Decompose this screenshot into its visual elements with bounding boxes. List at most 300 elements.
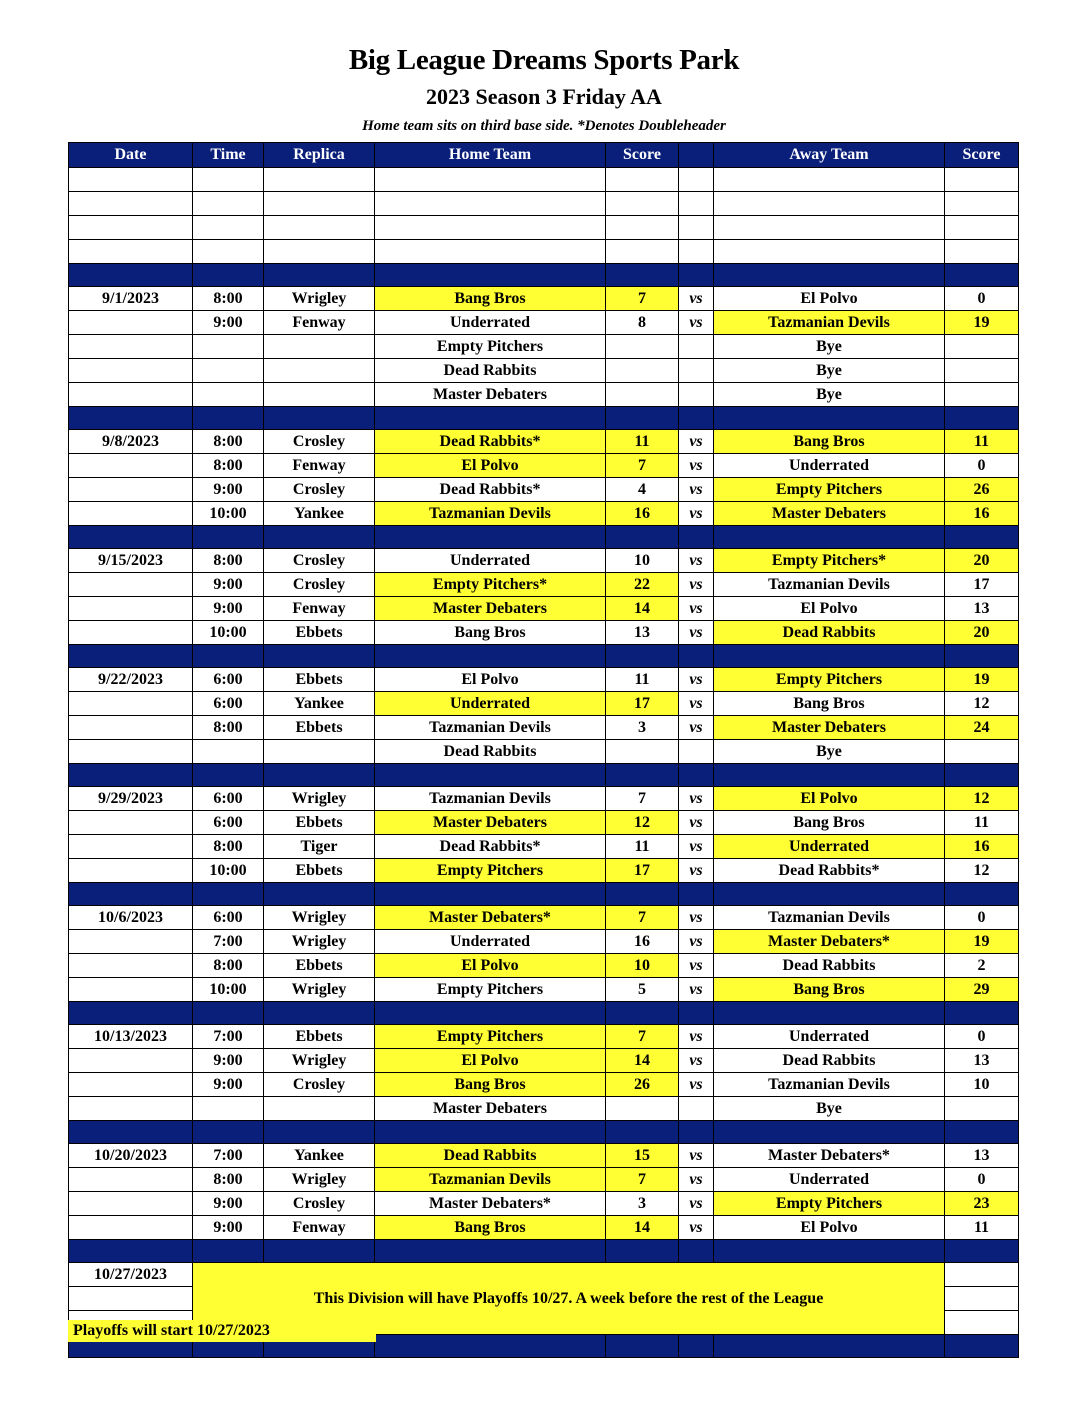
date-cell: [69, 692, 193, 716]
field-cell: Wrigley: [264, 906, 375, 930]
field-cell: Yankee: [264, 692, 375, 716]
field-cell: [264, 740, 375, 764]
vs-cell: vs: [679, 454, 714, 478]
separator-cell: [193, 1002, 264, 1025]
empty-cell: [375, 168, 606, 192]
home-team-cell: Underrated: [375, 311, 606, 335]
empty-cell: [69, 216, 193, 240]
separator-cell: [945, 883, 1019, 906]
vs-cell: vs: [679, 1049, 714, 1073]
field-cell: Wrigley: [264, 787, 375, 811]
separator-cell: [714, 407, 945, 430]
field-cell: Fenway: [264, 311, 375, 335]
date-cell: [69, 502, 193, 526]
field-cell: Crosley: [264, 430, 375, 454]
col-home-score: Score: [606, 143, 679, 168]
away-team-cell: Tazmanian Devils: [714, 311, 945, 335]
home-score-cell: 14: [606, 1049, 679, 1073]
separator-cell: [606, 407, 679, 430]
col-away-score: Score: [945, 143, 1019, 168]
field-cell: [264, 1097, 375, 1121]
home-score-cell: 17: [606, 859, 679, 883]
home-score-cell: 7: [606, 287, 679, 311]
field-cell: Wrigley: [264, 930, 375, 954]
home-score-cell: [606, 383, 679, 407]
date-cell: [69, 383, 193, 407]
field-cell: Ebbets: [264, 1025, 375, 1049]
separator-cell: [714, 764, 945, 787]
vs-cell: [679, 740, 714, 764]
away-score-cell: [945, 1287, 1019, 1311]
date-cell: 10/13/2023: [69, 1025, 193, 1049]
home-team-cell: Master Debaters: [375, 383, 606, 407]
vs-cell: [679, 383, 714, 407]
empty-cell: [193, 168, 264, 192]
away-team-cell: Bang Bros: [714, 692, 945, 716]
away-score-cell: 12: [945, 859, 1019, 883]
date-cell: [69, 740, 193, 764]
bye-row: [69, 383, 1019, 407]
separator-cell: [679, 1121, 714, 1144]
date-cell: [69, 1097, 193, 1121]
away-team-cell: Master Debaters*: [714, 930, 945, 954]
date-cell: [69, 1049, 193, 1073]
time-cell: 9:00: [193, 1216, 264, 1240]
home-team-cell: Dead Rabbits: [375, 1144, 606, 1168]
home-team-cell: Bang Bros: [375, 287, 606, 311]
field-cell: Wrigley: [264, 287, 375, 311]
empty-cell: [945, 168, 1019, 192]
field-cell: Fenway: [264, 454, 375, 478]
bye-row: [69, 359, 1019, 383]
time-cell: 7:00: [193, 1025, 264, 1049]
game-row: [69, 692, 1019, 716]
home-score-cell: 12: [606, 811, 679, 835]
separator-cell: [679, 645, 714, 668]
separator-cell: [264, 764, 375, 787]
date-cell: [69, 716, 193, 740]
time-cell: 6:00: [193, 668, 264, 692]
separator-cell: [714, 1335, 945, 1358]
home-team-cell: El Polvo: [375, 454, 606, 478]
date-cell: [69, 811, 193, 835]
separator-cell: [606, 1002, 679, 1025]
game-row: [69, 811, 1019, 835]
vs-cell: vs: [679, 811, 714, 835]
empty-cell: [714, 216, 945, 240]
empty-cell: [606, 216, 679, 240]
field-cell: Wrigley: [264, 1049, 375, 1073]
separator-cell: [679, 407, 714, 430]
home-score-cell: [606, 1097, 679, 1121]
empty-cell: [606, 192, 679, 216]
away-team-cell: Bang Bros: [714, 811, 945, 835]
week-separator: [69, 645, 1019, 668]
separator-cell: [375, 645, 606, 668]
home-team-cell: Tazmanian Devils: [375, 1168, 606, 1192]
empty-cell: [375, 192, 606, 216]
date-cell: [69, 621, 193, 645]
week-separator: [69, 1121, 1019, 1144]
date-cell: 10/6/2023: [69, 906, 193, 930]
time-cell: 8:00: [193, 1168, 264, 1192]
home-team-cell: Dead Rabbits*: [375, 835, 606, 859]
vs-cell: vs: [679, 1025, 714, 1049]
bye-row: [69, 335, 1019, 359]
home-score-cell: 16: [606, 502, 679, 526]
away-team-cell: El Polvo: [714, 287, 945, 311]
home-team-cell: Master Debaters*: [375, 906, 606, 930]
empty-cell: [69, 168, 193, 192]
field-cell: Wrigley: [264, 978, 375, 1002]
home-team-cell: El Polvo: [375, 668, 606, 692]
field-cell: [264, 359, 375, 383]
game-row: [69, 1216, 1019, 1240]
home-team-cell: Underrated: [375, 549, 606, 573]
separator-cell: [679, 1335, 714, 1358]
away-team-cell: Bang Bros: [714, 430, 945, 454]
away-team-cell: Dead Rabbits*: [714, 859, 945, 883]
away-team-cell: Dead Rabbits: [714, 621, 945, 645]
separator-cell: [69, 764, 193, 787]
time-cell: [193, 335, 264, 359]
vs-cell: vs: [679, 835, 714, 859]
away-score-cell: 0: [945, 287, 1019, 311]
field-cell: Crosley: [264, 1192, 375, 1216]
home-score-cell: 10: [606, 954, 679, 978]
separator-cell: [606, 883, 679, 906]
empty-cell: [264, 240, 375, 264]
empty-cell: [714, 240, 945, 264]
game-row: [69, 287, 1019, 311]
home-team-cell: Master Debaters: [375, 597, 606, 621]
home-team-cell: Dead Rabbits: [375, 359, 606, 383]
time-cell: 9:00: [193, 1192, 264, 1216]
vs-cell: vs: [679, 692, 714, 716]
home-team-cell: Empty Pitchers: [375, 335, 606, 359]
time-cell: 6:00: [193, 811, 264, 835]
page-subtitle: 2023 Season 3 Friday AA: [426, 84, 662, 109]
vs-cell: vs: [679, 478, 714, 502]
home-team-cell: Underrated: [375, 930, 606, 954]
home-score-cell: 13: [606, 621, 679, 645]
vs-cell: [679, 335, 714, 359]
game-row: [69, 597, 1019, 621]
time-cell: 9:00: [193, 1049, 264, 1073]
home-score-cell: 7: [606, 454, 679, 478]
separator-cell: [264, 526, 375, 549]
home-team-cell: Dead Rabbits: [375, 740, 606, 764]
week-separator: [69, 764, 1019, 787]
away-score-cell: 16: [945, 502, 1019, 526]
separator-cell: [679, 526, 714, 549]
away-team-cell: Empty Pitchers: [714, 478, 945, 502]
vs-cell: vs: [679, 573, 714, 597]
field-cell: Ebbets: [264, 668, 375, 692]
game-row: [69, 906, 1019, 930]
date-cell: [69, 1168, 193, 1192]
away-score-cell: 13: [945, 1049, 1019, 1073]
vs-cell: vs: [679, 430, 714, 454]
col-home-team: Home Team: [375, 143, 606, 168]
away-team-cell: Bang Bros: [714, 978, 945, 1002]
home-score-cell: 7: [606, 1168, 679, 1192]
empty-cell: [679, 192, 714, 216]
time-cell: 10:00: [193, 978, 264, 1002]
away-team-cell: Bye: [714, 359, 945, 383]
separator-cell: [945, 1240, 1019, 1263]
empty-row: [69, 240, 1019, 264]
vs-cell: vs: [679, 621, 714, 645]
separator-cell: [679, 264, 714, 287]
vs-cell: vs: [679, 311, 714, 335]
home-team-cell: Tazmanian Devils: [375, 787, 606, 811]
date-cell: [69, 859, 193, 883]
time-cell: [193, 359, 264, 383]
home-team-cell: Tazmanian Devils: [375, 716, 606, 740]
date-cell: [69, 978, 193, 1002]
away-team-cell: Tazmanian Devils: [714, 573, 945, 597]
date-cell: [69, 1073, 193, 1097]
home-team-cell: Bang Bros: [375, 1073, 606, 1097]
page-title: Big League Dreams Sports Park: [348, 44, 740, 76]
week-separator: [69, 526, 1019, 549]
empty-cell: [69, 240, 193, 264]
playoffs-start-note: Playoffs will start 10/27/2023: [68, 1320, 376, 1342]
time-cell: 6:00: [193, 692, 264, 716]
separator-cell: [69, 1002, 193, 1025]
time-cell: 8:00: [193, 454, 264, 478]
playoffs-message: This Division will have Playoffs 10/27. A week before the rest of the League: [193, 1263, 945, 1335]
home-score-cell: 11: [606, 430, 679, 454]
home-score-cell: 4: [606, 478, 679, 502]
home-team-cell: Tazmanian Devils: [375, 502, 606, 526]
separator-cell: [69, 1240, 193, 1263]
time-cell: 8:00: [193, 716, 264, 740]
separator-cell: [193, 1121, 264, 1144]
away-team-cell: Underrated: [714, 1025, 945, 1049]
game-row: [69, 1192, 1019, 1216]
away-score-cell: [945, 740, 1019, 764]
away-score-cell: [945, 1097, 1019, 1121]
game-row: [69, 954, 1019, 978]
away-team-cell: Bye: [714, 1097, 945, 1121]
home-score-cell: 14: [606, 1216, 679, 1240]
separator-cell: [606, 645, 679, 668]
time-cell: 8:00: [193, 430, 264, 454]
col-time: Time: [193, 143, 264, 168]
week-separator: [69, 1240, 1019, 1263]
separator-cell: [679, 1002, 714, 1025]
home-team-cell: El Polvo: [375, 954, 606, 978]
separator-cell: [375, 526, 606, 549]
home-score-cell: 5: [606, 978, 679, 1002]
vs-cell: vs: [679, 787, 714, 811]
time-cell: 9:00: [193, 478, 264, 502]
away-score-cell: [945, 383, 1019, 407]
time-cell: 9:00: [193, 573, 264, 597]
away-team-cell: Underrated: [714, 454, 945, 478]
away-team-cell: Dead Rabbits: [714, 1049, 945, 1073]
separator-cell: [375, 407, 606, 430]
vs-cell: vs: [679, 1144, 714, 1168]
away-score-cell: 11: [945, 1216, 1019, 1240]
separator-cell: [945, 407, 1019, 430]
vs-cell: vs: [679, 1168, 714, 1192]
empty-cell: [193, 192, 264, 216]
home-score-cell: 11: [606, 835, 679, 859]
vs-cell: [679, 1097, 714, 1121]
separator-cell: [606, 1121, 679, 1144]
time-cell: [193, 740, 264, 764]
away-score-cell: 0: [945, 454, 1019, 478]
separator-cell: [375, 264, 606, 287]
game-row: [69, 716, 1019, 740]
game-row: [69, 859, 1019, 883]
game-row: [69, 549, 1019, 573]
separator-cell: [679, 1240, 714, 1263]
away-score-cell: [945, 1263, 1019, 1287]
away-score-cell: 20: [945, 621, 1019, 645]
empty-cell: [264, 216, 375, 240]
date-cell: [69, 573, 193, 597]
time-cell: 6:00: [193, 787, 264, 811]
home-score-cell: 17: [606, 692, 679, 716]
home-team-cell: Bang Bros: [375, 1216, 606, 1240]
vs-cell: vs: [679, 1073, 714, 1097]
field-cell: Ebbets: [264, 859, 375, 883]
time-cell: 9:00: [193, 1073, 264, 1097]
game-row: [69, 1073, 1019, 1097]
separator-cell: [606, 1240, 679, 1263]
date-cell: 9/22/2023: [69, 668, 193, 692]
home-score-cell: [606, 740, 679, 764]
separator-cell: [945, 526, 1019, 549]
separator-cell: [606, 1335, 679, 1358]
col-date: Date: [69, 143, 193, 168]
separator-cell: [714, 264, 945, 287]
home-team-cell: Empty Pitchers: [375, 859, 606, 883]
vs-cell: vs: [679, 716, 714, 740]
away-team-cell: Empty Pitchers: [714, 668, 945, 692]
date-cell: [69, 597, 193, 621]
game-row: [69, 787, 1019, 811]
home-score-cell: 22: [606, 573, 679, 597]
empty-cell: [945, 216, 1019, 240]
col-replica: Replica: [264, 143, 375, 168]
field-cell: Ebbets: [264, 716, 375, 740]
away-team-cell: Underrated: [714, 1168, 945, 1192]
playoffs-row: [69, 1263, 1019, 1287]
vs-cell: vs: [679, 859, 714, 883]
away-score-cell: 29: [945, 978, 1019, 1002]
game-row: [69, 454, 1019, 478]
week-separator: [69, 407, 1019, 430]
away-score-cell: 2: [945, 954, 1019, 978]
home-team-cell: Master Debaters: [375, 1097, 606, 1121]
date-cell: [69, 478, 193, 502]
vs-cell: vs: [679, 549, 714, 573]
separator-cell: [193, 407, 264, 430]
bye-row: [69, 740, 1019, 764]
separator-cell: [69, 526, 193, 549]
game-row: [69, 478, 1019, 502]
time-cell: 7:00: [193, 930, 264, 954]
away-score-cell: 12: [945, 692, 1019, 716]
home-score-cell: 11: [606, 668, 679, 692]
field-cell: Fenway: [264, 1216, 375, 1240]
away-score-cell: 13: [945, 1144, 1019, 1168]
field-cell: Crosley: [264, 1073, 375, 1097]
empty-cell: [679, 168, 714, 192]
date-cell: [69, 1216, 193, 1240]
separator-cell: [714, 526, 945, 549]
away-team-cell: Bye: [714, 740, 945, 764]
home-score-cell: 7: [606, 1025, 679, 1049]
vs-cell: [679, 359, 714, 383]
time-cell: 8:00: [193, 549, 264, 573]
field-cell: [264, 335, 375, 359]
empty-cell: [69, 192, 193, 216]
home-team-cell: Empty Pitchers*: [375, 573, 606, 597]
time-cell: 10:00: [193, 502, 264, 526]
separator-cell: [679, 883, 714, 906]
away-team-cell: El Polvo: [714, 597, 945, 621]
doubleheader-note: Home team sits on third base side. *Denotes Doubleheader: [362, 118, 726, 134]
separator-cell: [375, 883, 606, 906]
date-cell: 9/15/2023: [69, 549, 193, 573]
empty-row: [69, 216, 1019, 240]
time-cell: 10:00: [193, 621, 264, 645]
separator-cell: [945, 1002, 1019, 1025]
time-cell: 8:00: [193, 954, 264, 978]
time-cell: 9:00: [193, 597, 264, 621]
separator-cell: [264, 1121, 375, 1144]
away-score-cell: 20: [945, 549, 1019, 573]
separator-cell: [264, 1002, 375, 1025]
away-score-cell: 0: [945, 1168, 1019, 1192]
game-row: [69, 311, 1019, 335]
away-team-cell: El Polvo: [714, 1216, 945, 1240]
date-cell: [69, 930, 193, 954]
separator-cell: [264, 883, 375, 906]
vs-cell: vs: [679, 906, 714, 930]
field-cell: [264, 383, 375, 407]
separator-cell: [375, 1121, 606, 1144]
time-cell: 10:00: [193, 859, 264, 883]
vs-cell: vs: [679, 668, 714, 692]
home-team-cell: Empty Pitchers: [375, 978, 606, 1002]
separator-cell: [606, 264, 679, 287]
empty-cell: [375, 240, 606, 264]
vs-cell: vs: [679, 978, 714, 1002]
home-score-cell: 10: [606, 549, 679, 573]
empty-cell: [193, 240, 264, 264]
time-cell: 6:00: [193, 906, 264, 930]
vs-cell: vs: [679, 1192, 714, 1216]
field-cell: Ebbets: [264, 811, 375, 835]
date-cell: [69, 835, 193, 859]
away-score-cell: 11: [945, 430, 1019, 454]
away-score-cell: 13: [945, 597, 1019, 621]
home-team-cell: Empty Pitchers: [375, 1025, 606, 1049]
week-separator: [69, 883, 1019, 906]
game-row: [69, 978, 1019, 1002]
home-score-cell: 7: [606, 906, 679, 930]
away-score-cell: 19: [945, 668, 1019, 692]
date-cell: [69, 454, 193, 478]
separator-cell: [193, 1240, 264, 1263]
